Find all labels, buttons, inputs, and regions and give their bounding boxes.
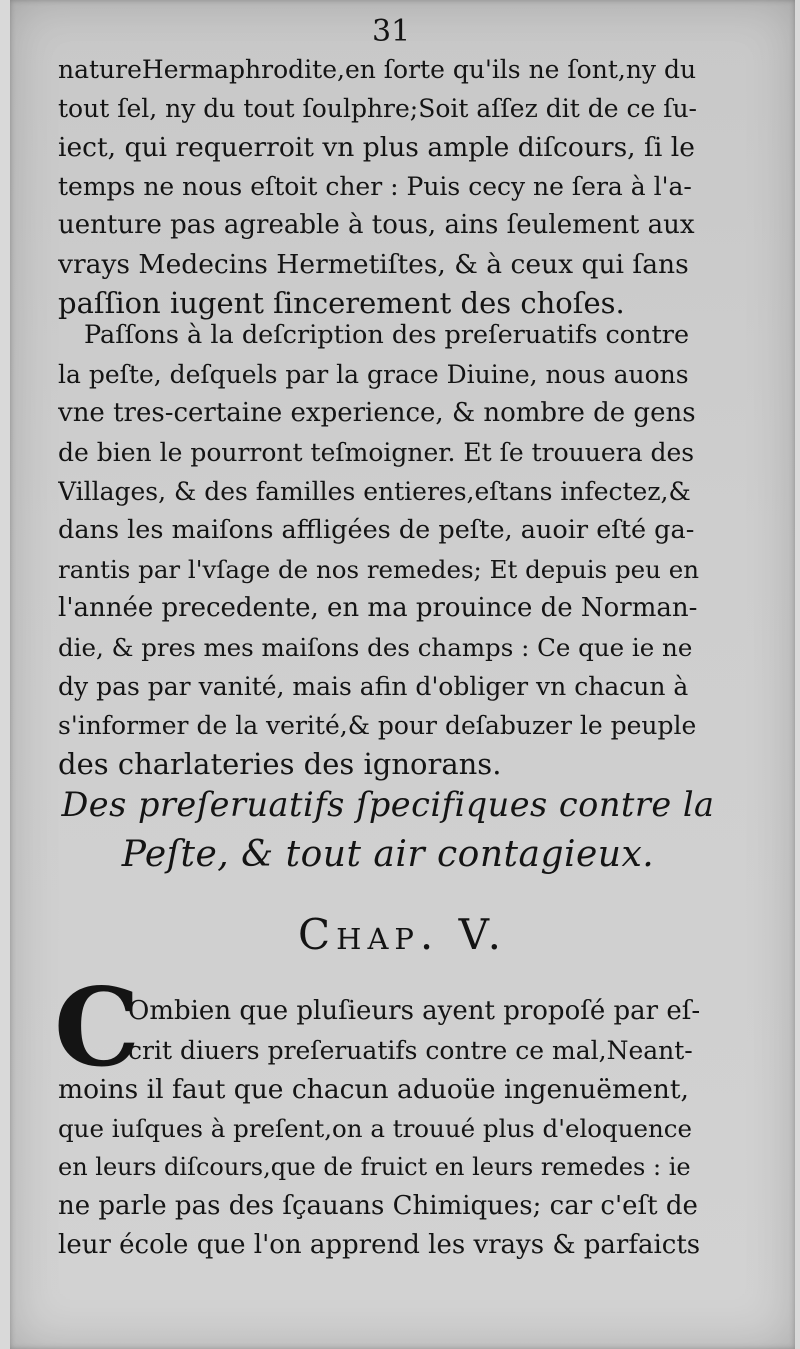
text-line: Paſſons à la deſcription des preſeruatifs contre (84, 320, 690, 350)
text-line: tout ſel, ny du tout ſoulphre;Soit aſſez dit de ce ſu- (58, 94, 697, 123)
text-line: dans les maiſons affligées de peſte, auoir eſté ga- (58, 515, 695, 545)
text-line: natureHermaphrodite,en ſorte qu'ils ne ſont,ny du (58, 55, 697, 84)
section-title-line: Peſte, & tout air contagieux. (121, 834, 655, 875)
text-line: en leurs diſcours,que de fruict en leurs remedes : ie (58, 1153, 691, 1181)
text-line: paſſion iugent ſincerement des choſes. (58, 286, 625, 320)
text-line: crit diuers preſeruatifs contre ce mal,Neant- (128, 1036, 693, 1065)
text-line: vrays Medecins Hermetiſtes, & à ceux qui ſans (58, 249, 689, 280)
chapter-heading: Chap. V. (298, 910, 507, 959)
text-line: ne parle pas des ſçauans Chimiques; car c'eſt de (58, 1191, 698, 1221)
text-line: Villages, & des familles entieres,eſtans infectez,& (58, 477, 691, 506)
text-line: de bien le pourront teſmoigner. Et ſe trouuera des (58, 438, 695, 467)
paragraph-1 (58, 50, 700, 323)
drop-cap: C (54, 965, 140, 1091)
text-line: la peſte, deſquels par la grace Diuine, nous auons (58, 360, 689, 389)
text-line: vne tres-certaine experience, & nombre de gens (58, 398, 696, 428)
section-title-line: Des preſeruatifs ſpecifiques contre la (61, 785, 715, 824)
text-line: moins il faut que chacun aduoüe ingenuëment, (58, 1074, 689, 1105)
text-line: des charlateries des ignorans. (58, 747, 502, 781)
text-line: leur école que l'on apprend les vrays & parfaicts (58, 1230, 700, 1260)
text-line: rantis par l'vſage de nos remedes; Et depuis peu en (58, 555, 699, 584)
text-line: dy pas par vanité, mais afin d'obliger vn chacun à (58, 672, 689, 701)
paragraph-3 (58, 992, 700, 1265)
text-line: s'informer de la verité,& pour deſabuzer le peuple (58, 711, 697, 740)
paragraph-2 (58, 316, 700, 784)
text-line: Ombien que pluſieurs ayent propoſé par eſ- (128, 996, 700, 1026)
text-line: l'année precedente, en ma prouince de Norman- (58, 593, 698, 623)
text-line: temps ne nous eſtoit cher : Puis cecy ne ſera à l'a- (58, 172, 692, 201)
text-line: uenture pas agreable à tous, ains ſeulement aux (58, 210, 695, 240)
section-title (58, 780, 718, 880)
text-line: que iuſques à preſent,on a trouué plus d'eloquence (58, 1114, 693, 1143)
page-number: 31 (372, 14, 411, 49)
text-line: die, & pres mes maiſons des champs : Ce que ie ne (58, 633, 693, 662)
book-page (10, 0, 795, 1349)
text-line: iect, qui requerroit vn plus ample diſcours, ſi le (58, 132, 695, 163)
